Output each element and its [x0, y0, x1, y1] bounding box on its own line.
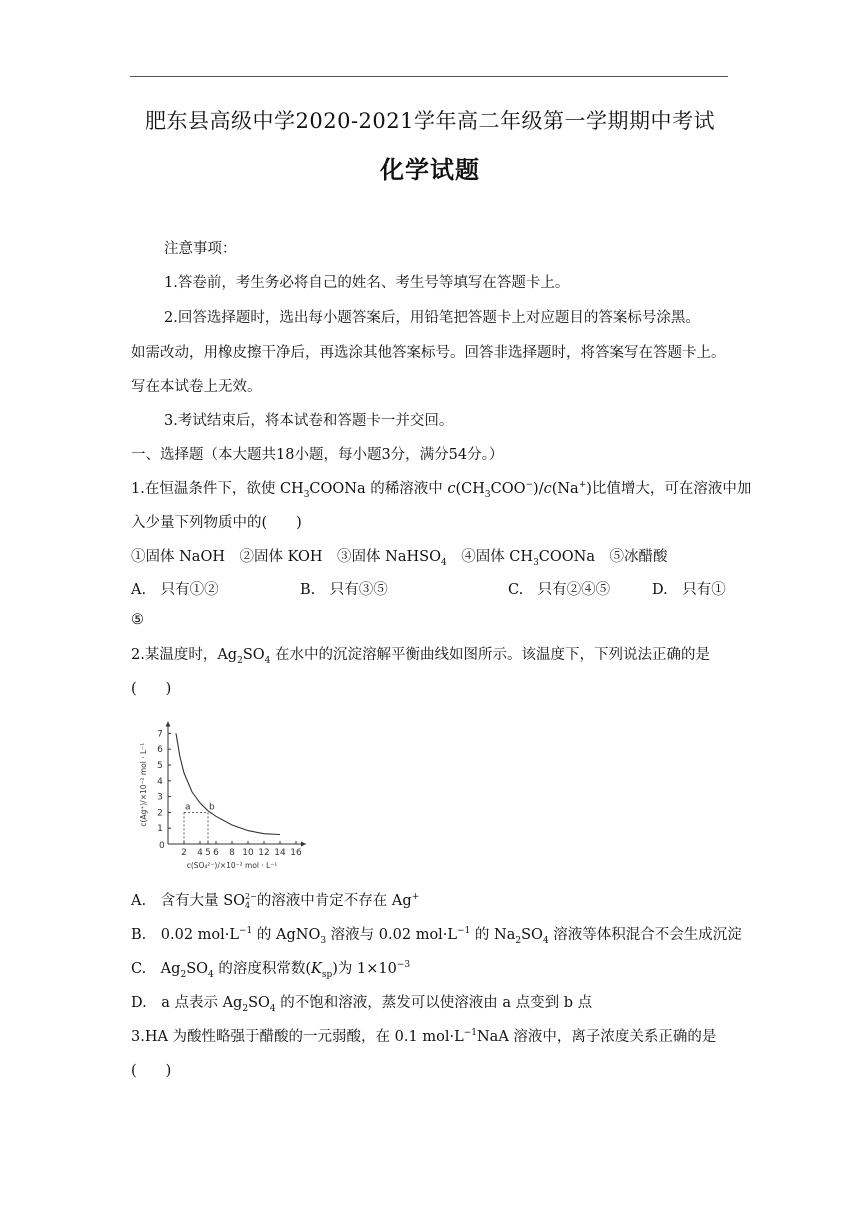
y-tick-label: 3 [157, 792, 163, 803]
q1-stem-line2: 入少量下列物质中的( ) [131, 515, 302, 531]
q2-opt-text: SO [186, 961, 209, 977]
y-tick-label: 2 [157, 808, 163, 819]
q2-opt-text: C. Ag [131, 961, 181, 977]
q1-sub: 3 [533, 557, 539, 568]
q2-opt-text: 的 AgNO [252, 927, 321, 943]
origin-label: 0 [159, 841, 165, 851]
q1-sub: 4 [440, 557, 447, 568]
q1-option-d[interactable]: D. 只有① [652, 582, 726, 598]
q2-opt-k: K [311, 961, 322, 977]
q2-opt-text: SO [521, 927, 543, 943]
q2-opt-sup: −1 [457, 926, 471, 937]
notice-heading: 注意事项： [164, 241, 237, 257]
solubility-curve-chart [128, 714, 318, 874]
q2-opt-sub: 3 [320, 935, 327, 946]
q1-sup: + [578, 480, 587, 491]
point-label-b: b [209, 802, 215, 813]
q2-opt-text: D. a 点表示 Ag [131, 995, 243, 1011]
y-tick-label: 7 [157, 729, 163, 740]
q2-opt-text: SO [248, 995, 270, 1011]
q2-opt-sub: 2 [515, 935, 522, 946]
y-tick-label: 1 [157, 824, 163, 835]
q1-text: COONa 的稀溶液中 [309, 481, 448, 497]
notice-item-2-line3: 写在本试卷上无效。 [131, 379, 262, 395]
q2-text: SO [242, 647, 265, 663]
q3-text: NaA 溶液中，离子浓度关系正确的是 [476, 1029, 717, 1045]
q1-option-b[interactable]: B. 只有③⑤ [300, 582, 388, 598]
q2-option-a[interactable] [131, 892, 419, 910]
q1-option-a[interactable]: A. 只有①② [131, 582, 219, 598]
notice-item-1: 1.答卷前，考生务必将自己的姓名、考生号等填写在答题卡上。 [164, 275, 570, 291]
q2-opt-text: A. 含有大量 SO [131, 893, 246, 909]
q1-text: COO [490, 481, 526, 497]
q3-text: 3.HA 为酸性略强于醋酸的一元弱酸，在 0.1 mol·L [131, 1029, 464, 1045]
q2-opt-text: 的溶度积常数( [213, 961, 312, 977]
q1-stem-line1 [131, 480, 751, 498]
section-heading: 一、选择题（本大题共18小题，每小题3分，满分54分。） [131, 447, 504, 463]
q1-c: c [447, 481, 456, 497]
q2-opt-sub: 4 [542, 935, 549, 946]
q2-opt-sub: 2 [180, 969, 187, 980]
q1-sub: 3 [303, 489, 310, 500]
q2-sub: 2 [237, 655, 243, 666]
q1-text: )/ [533, 481, 544, 497]
q2-opt-text: 的不饱和溶液，蒸发可以使溶液由 a 点变到 b 点 [275, 995, 593, 1011]
x-axis-arrow [301, 842, 306, 847]
y-tick-label: 6 [157, 745, 163, 756]
point-label-a: a [185, 802, 191, 813]
y-tick-label: 5 [157, 761, 163, 771]
q2-opt-sub: 2 [242, 1003, 249, 1014]
x-tick-label: 10 [242, 848, 254, 858]
q2-opt-sub: 4 [245, 901, 251, 910]
notice-item-2-line2: 如需改动，用橡皮擦干净后，再选涂其他答案标号。回答非选择题时，将答案写在答题卡上。 [131, 345, 726, 361]
y-axis-title: c(Ag⁺)/×10⁻² mol · L⁻¹ [139, 742, 148, 827]
x-tick-label: 5 [205, 848, 211, 858]
q2-option-b[interactable] [131, 926, 742, 944]
q2-opt-sup: + [411, 892, 420, 903]
q2-stem-line1 [131, 646, 710, 664]
x-tick-label: 4 [197, 848, 203, 858]
q1-sup: − [525, 480, 534, 491]
y-axis-arrow [166, 722, 171, 727]
q1-items-text: ④固体 CH [446, 549, 534, 565]
x-axis-title: c(SO₄²⁻)/×10⁻² mol · L⁻¹ [186, 861, 278, 870]
q2-opt-sub: 4 [269, 1003, 276, 1014]
q2-opt-sup: −3 [396, 960, 411, 971]
q2-stem-line2: ( ) [131, 681, 172, 697]
q2-opt-sup: −1 [239, 926, 253, 937]
x-tick-label: 16 [290, 848, 302, 858]
x-tick-label: 12 [258, 848, 270, 858]
x-tick-label: 6 [213, 848, 219, 858]
q1-text: (CH [455, 481, 485, 497]
q1-option-c[interactable]: C. 只有②④⑤ [508, 582, 611, 598]
notice-item-3: 3.考试结束后，将本试卷和答题卡一并交回。 [164, 413, 454, 429]
q2-opt-sub: sp [321, 969, 333, 980]
y-tick-label: 4 [157, 776, 163, 787]
q2-text: 2.某温度时，Ag [131, 647, 238, 663]
q3-stem-line1 [131, 1028, 716, 1046]
q1-items-text: COONa ⑤冰醋酸 [538, 549, 668, 565]
solubility-curve [176, 733, 280, 834]
q3-stem-line2: ( ) [131, 1063, 172, 1079]
q2-opt-sup: 2− [245, 892, 257, 901]
q2-sub: 4 [264, 655, 271, 666]
q1-c: c [543, 481, 552, 497]
q1-sub: 3 [484, 489, 491, 500]
q2-opt-text: 溶液等体积混合不会生成沉淀 [548, 927, 742, 943]
q2-opt-text: 的 Na [470, 927, 516, 943]
q2-opt-text: 溶液与 0.02 mol·L [326, 927, 458, 943]
q1-text: (Na [551, 481, 579, 497]
q1-text: 1.在恒温条件下，欲使 CH [131, 481, 304, 497]
notice-item-2-line1: 2.回答选择题时，选出每小题答案后，用铅笔把答题卡上对应题目的答案标号涂黑。 [164, 310, 700, 326]
x-tick-label: 2 [181, 848, 187, 858]
q1-option-d-cont: ⑤ [131, 612, 144, 628]
q2-text: 在水中的沉淀溶解平衡曲线如图所示。该温度下，下列说法正确的是 [270, 647, 710, 663]
q1-text: )比值增大，可在溶液中加 [586, 481, 752, 497]
q2-opt-text: )为 1×10 [332, 961, 397, 977]
x-tick-label: 8 [229, 848, 235, 858]
q2-option-d[interactable] [131, 994, 592, 1012]
q1-items [131, 548, 668, 566]
exam-subtitle: 化学试题 [380, 155, 480, 184]
q2-opt-text: 的溶液中肯定不存在 Ag [256, 893, 412, 909]
exam-title: 肥东县高级中学2020-2021学年高二年级第一学期期中考试 [145, 109, 715, 133]
x-tick-label: 14 [274, 848, 286, 858]
q3-sup: −1 [463, 1028, 477, 1039]
q1-items-text: ①固体 NaOH ②固体 KOH ③固体 NaHSO [131, 549, 441, 565]
q2-opt-sub: 4 [208, 969, 214, 980]
header-rule [130, 76, 728, 77]
q2-opt-text: B. 0.02 mol·L [131, 927, 240, 943]
q2-option-c[interactable] [131, 960, 410, 978]
